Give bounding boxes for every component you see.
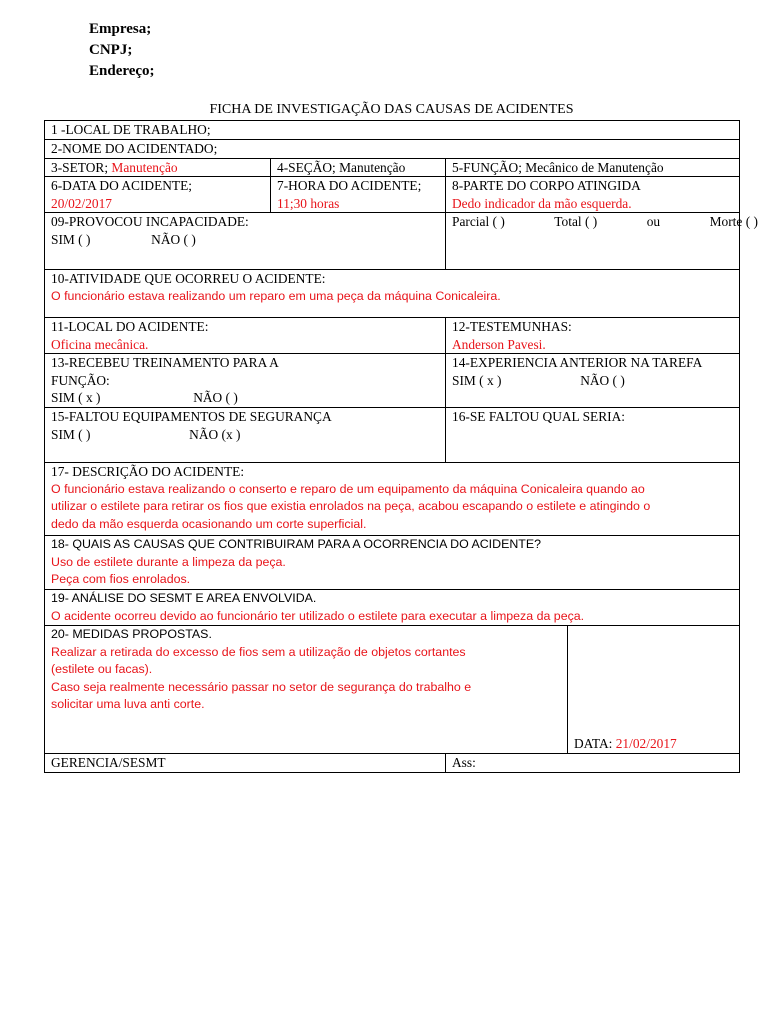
field10-label: 10-ATIVIDADE QUE OCORREU O ACIDENTE:	[51, 271, 326, 286]
field20-label: 20- MEDIDAS PROPOSTAS.	[51, 627, 212, 641]
field-provocou-incapacidade	[45, 213, 446, 270]
field20-line4: solicitar uma luva anti corte.	[51, 697, 205, 711]
field6-label: 6-DATA DO ACIDENTE;	[51, 178, 193, 193]
field-assinatura[interactable]	[446, 754, 740, 773]
field11-label: 11-LOCAL DO ACIDENTE:	[51, 319, 209, 334]
field3-label: 3-SETOR;	[51, 159, 109, 175]
field7-value: 11;30 horas	[277, 195, 340, 211]
field14-label: 14-EXPERIENCIA ANTERIOR NA TAREFA	[452, 355, 703, 370]
field-nome-acidentado	[45, 140, 740, 159]
field3-value: Manutenção	[111, 159, 178, 175]
field7-label: 7-HORA DO ACIDENTE;	[277, 178, 422, 193]
field6-value: 20/02/2017	[51, 195, 113, 211]
empresa-label: Empresa;	[89, 21, 152, 37]
field-local-trabalho	[45, 121, 740, 140]
field8-value: Dedo indicador da mão esquerda.	[452, 195, 632, 211]
field-parte-corpo	[446, 177, 740, 213]
field-atividade	[45, 270, 740, 318]
field20-line1: Realizar a retirada do excesso de fios sem a utilização de objetos cortantes	[51, 644, 466, 659]
cnpj-label: CNPJ;	[89, 42, 133, 58]
field9-label: 09-PROVOCOU INCAPACIDADE:	[51, 214, 249, 229]
field15-label: 15-FALTOU EQUIPAMENTOS DE SEGURANÇA	[51, 409, 332, 424]
field4-label: 4-SEÇÃO; Manutenção	[277, 159, 406, 175]
field14-sim-option[interactable]: SIM ( x )	[452, 372, 502, 388]
field-equipamentos-seguranca	[45, 408, 446, 463]
field18-label: 18- QUAIS AS CAUSAS QUE CONTRIBUIRAM PARA A OCORRENCIA DO ACIDENTE?	[51, 537, 542, 551]
field-data	[568, 626, 740, 754]
field9-sim-option[interactable]: SIM ( )	[51, 231, 91, 247]
field11-value: Oficina mecânica.	[51, 336, 149, 352]
field9-nao-option[interactable]: NÃO ( )	[151, 231, 196, 247]
field-medidas-propostas	[45, 626, 568, 754]
field19-value: O acidente ocorreu devido ao funcionário ter utilizado o estilete para executar a limpeza da peça.	[51, 608, 585, 623]
field19-label: 19- ANÁLISE DO SESMT E AREA ENVOLVIDA.	[51, 591, 317, 605]
field9-ou-label: ou	[646, 214, 661, 229]
form-title: FICHA DE INVESTIGAÇÃO DAS CAUSAS DE ACIDENTES	[209, 102, 574, 117]
field-setor	[45, 158, 271, 177]
field13-nao-option[interactable]: NÃO ( )	[193, 390, 238, 405]
field18-line1: Uso de estilete durante a limpeza da peça.	[51, 554, 286, 569]
field2-label: 2-NOME DO ACIDENTADO;	[51, 141, 218, 156]
field-qual-seria	[446, 408, 740, 463]
data-label: DATA:	[574, 735, 613, 751]
field-hora-acidente	[271, 177, 446, 213]
field-causas	[45, 536, 740, 590]
field15-nao-option[interactable]: NÃO (x )	[189, 426, 241, 442]
endereco-label: Endereço;	[89, 63, 155, 79]
field10-value: O funcionário estava realizando um reparo em uma peça da máquina Conicaleira.	[51, 288, 501, 303]
field-incapacidade-tipo	[446, 213, 758, 270]
field-analise-sesmt	[45, 590, 740, 626]
field5-label: 5-FUNÇÃO; Mecânico de Manutenção	[452, 159, 664, 175]
field9-parcial-option[interactable]: Parcial ( )	[452, 214, 505, 229]
field17-line1: O funcionário estava realizando o conserto e reparo de um equipamento da máquina Conicaleira quando ao	[51, 481, 645, 496]
field9-total-option[interactable]: Total ( )	[554, 214, 598, 229]
field16-label: 16-SE FALTOU QUAL SERIA:	[452, 409, 625, 424]
field-secao	[271, 158, 446, 177]
field17-line3: dedo da mão esquerda ocasionando um corte superficial.	[51, 516, 367, 531]
ass-label: Ass:	[452, 755, 476, 770]
data-value: 21/02/2017	[615, 735, 677, 751]
field-testemunhas	[446, 318, 740, 354]
gerencia-label: GERENCIA/SESMT	[51, 755, 166, 770]
field20-line2: (estilete ou facas).	[51, 662, 153, 676]
field-experiencia	[446, 354, 740, 408]
field17-label: 17- DESCRIÇÃO DO ACIDENTE:	[51, 464, 245, 479]
field-treinamento	[45, 354, 446, 408]
field15-sim-option[interactable]: SIM ( )	[51, 426, 91, 442]
field8-label: 8-PARTE DO CORPO ATINGIDA	[452, 178, 641, 193]
field20-line3: Caso seja realmente necessário passar no setor de segurança do trabalho e	[51, 679, 472, 694]
field13-sim-option[interactable]: SIM ( x )	[51, 390, 101, 405]
field9-morte-option[interactable]: Morte ( )	[709, 214, 758, 229]
investigation-form	[44, 120, 758, 773]
field13-label-line1: 13-RECEBEU TREINAMENTO PARA A	[51, 355, 279, 370]
field12-value: Anderson Pavesi.	[452, 336, 546, 352]
field-descricao-acidente	[45, 463, 740, 536]
field-data-acidente	[45, 177, 271, 213]
field-local-acidente	[45, 318, 446, 354]
company-header	[89, 19, 155, 82]
field1-label: 1 -LOCAL DE TRABALHO;	[51, 122, 211, 137]
field18-line2: Peça com fios enrolados.	[51, 572, 191, 586]
field-gerencia-sesmt	[45, 754, 446, 773]
field12-label: 12-TESTEMUNHAS:	[452, 319, 572, 334]
field17-line2: utilizar o estilete para retirar os fios que existia enrolados na peça, acabou escapando o estilete e atingindo o	[51, 499, 651, 513]
field13-label-line2: FUNÇÃO:	[51, 372, 110, 388]
field-funcao	[446, 158, 740, 177]
field14-nao-option[interactable]: NÃO ( )	[580, 372, 625, 388]
